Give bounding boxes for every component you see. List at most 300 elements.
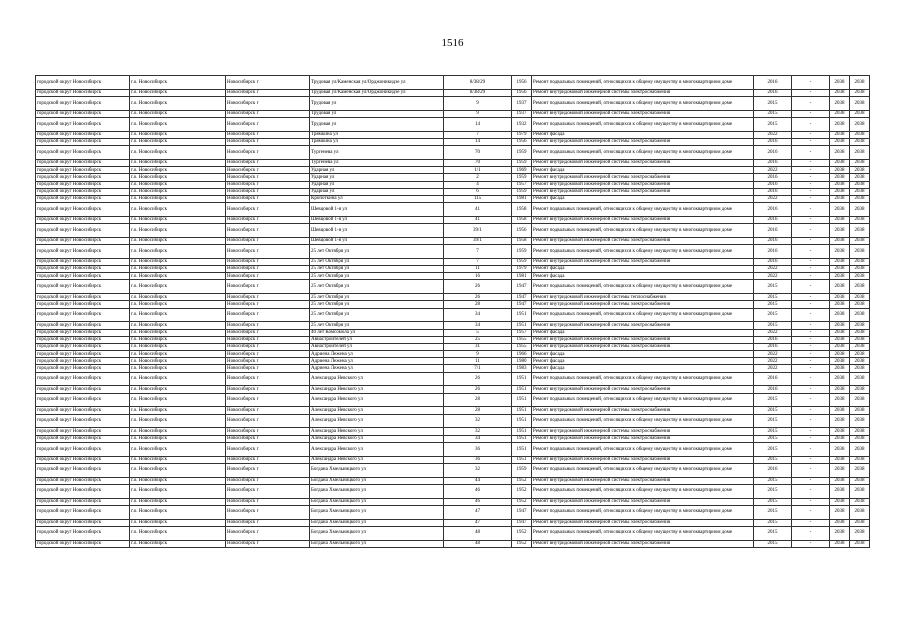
plan-year-cell: 2038 <box>830 167 850 174</box>
dash-cell: - <box>792 203 830 217</box>
table-row <box>36 386 870 393</box>
district-cell: городской округ Новосибирск <box>36 336 130 343</box>
plan-year-cell: 2038 <box>830 393 850 407</box>
street-cell: Александра Невского ул <box>310 428 444 435</box>
end-year-cell: 2038 <box>850 463 870 477</box>
dash-cell: - <box>792 484 830 498</box>
locality-type-cell: г.о. Новосибирск <box>130 442 226 456</box>
end-year-cell: 2038 <box>850 203 870 217</box>
end-year-cell: 2038 <box>850 358 870 365</box>
table-row <box>36 484 870 498</box>
district-cell: городской округ Новосибирск <box>36 540 130 547</box>
start-year-cell: 2016 <box>754 343 792 350</box>
house-number-cell: 26 <box>444 280 512 294</box>
end-year-cell: 2038 <box>850 526 870 540</box>
table-row <box>36 322 870 329</box>
work-type-cell: Ремонт подвальных помещений, относящихся к общему имуществу в многоквартирном доме <box>532 393 754 407</box>
street-cell: Кропоткина ул <box>310 195 444 202</box>
city-cell: Новосибирск г <box>226 336 310 343</box>
end-year-cell: 2038 <box>850 414 870 428</box>
plan-year-cell: 2038 <box>830 266 850 273</box>
house-number-cell: 31 <box>444 343 512 350</box>
build-year-cell: 1951 <box>512 407 532 414</box>
work-type-cell: Ремонт внутридомовой инженерной системы электроснабжения <box>532 159 754 166</box>
plan-year-cell: 2038 <box>830 414 850 428</box>
district-cell: городской округ Новосибирск <box>36 138 130 145</box>
locality-type-cell: г.о. Новосибирск <box>130 174 226 181</box>
street-cell: Ударная ул <box>310 188 444 195</box>
street-cell: Шевцовой 1-я ул <box>310 237 444 244</box>
work-type-cell: Ремонт внутридомовой инженерной системы электроснабжения <box>532 540 754 547</box>
build-year-cell: 1959 <box>512 258 532 265</box>
start-year-cell: 2015 <box>754 110 792 117</box>
house-number-cell: 7/1 <box>444 365 512 372</box>
plan-year-cell: 2038 <box>830 343 850 350</box>
start-year-cell: 2016 <box>754 336 792 343</box>
locality-type-cell: г.о. Новосибирск <box>130 258 226 265</box>
city-cell: Новосибирск г <box>226 89 310 96</box>
work-type-cell: Ремонт внутридомовой инженерной системы электроснабжения <box>532 181 754 188</box>
dash-cell: - <box>792 110 830 117</box>
plan-year-cell: 2038 <box>830 224 850 238</box>
street-cell: Авиастроителей ул <box>310 336 444 343</box>
dash-cell: - <box>792 224 830 238</box>
city-cell: Новосибирск г <box>226 188 310 195</box>
end-year-cell: 2038 <box>850 174 870 181</box>
plan-year-cell: 2038 <box>830 456 850 463</box>
city-cell: Новосибирск г <box>226 117 310 131</box>
city-cell: Новосибирск г <box>226 237 310 244</box>
district-cell: городской округ Новосибирск <box>36 117 130 131</box>
street-cell: 25 лет Октября ул <box>310 322 444 329</box>
start-year-cell: 2016 <box>754 237 792 244</box>
plan-year-cell: 2038 <box>830 540 850 547</box>
work-type-cell: Ремонт внутридомовой инженерной системы электроснабжения <box>532 343 754 350</box>
house-number-cell: 9 <box>444 351 512 358</box>
plan-year-cell: 2038 <box>830 203 850 217</box>
locality-type-cell: г.о. Новосибирск <box>130 131 226 138</box>
dash-cell: - <box>792 294 830 301</box>
plan-year-cell: 2038 <box>830 484 850 498</box>
street-cell: Адриена Лежена ул <box>310 358 444 365</box>
table-row <box>36 224 870 238</box>
table-row <box>36 294 870 301</box>
city-cell: Новосибирск г <box>226 442 310 456</box>
house-number-cell: 46 <box>444 498 512 505</box>
work-type-cell: Ремонт внутридомовой инженерной системы электроснабжения <box>532 498 754 505</box>
dash-cell: - <box>792 498 830 505</box>
district-cell: городской округ Новосибирск <box>36 294 130 301</box>
end-year-cell: 2038 <box>850 308 870 322</box>
city-cell: Новосибирск г <box>226 456 310 463</box>
dash-cell: - <box>792 131 830 138</box>
dash-cell: - <box>792 442 830 456</box>
street-cell: Богдана Хмельницкого ул <box>310 477 444 484</box>
city-cell: Новосибирск г <box>226 174 310 181</box>
district-cell: городской округ Новосибирск <box>36 322 130 329</box>
house-number-cell: 39/1 <box>444 237 512 244</box>
district-cell: городской округ Новосибирск <box>36 237 130 244</box>
house-number-cell: 48 <box>444 526 512 540</box>
start-year-cell: 2015 <box>754 477 792 484</box>
start-year-cell: 2016 <box>754 224 792 238</box>
district-cell: городской округ Новосибирск <box>36 224 130 238</box>
build-year-cell: 1937 <box>512 110 532 117</box>
city-cell: Новосибирск г <box>226 428 310 435</box>
city-cell: Новосибирск г <box>226 322 310 329</box>
start-year-cell: 2016 <box>754 386 792 393</box>
work-type-cell: Ремонт фасада <box>532 351 754 358</box>
locality-type-cell: г.о. Новосибирск <box>130 308 226 322</box>
dash-cell: - <box>792 159 830 166</box>
start-year-cell: 2015 <box>754 498 792 505</box>
city-cell: Новосибирск г <box>226 195 310 202</box>
city-cell: Новосибирск г <box>226 308 310 322</box>
end-year-cell: 2038 <box>850 301 870 308</box>
build-year-cell: 1947 <box>512 505 532 519</box>
start-year-cell: 2015 <box>754 540 792 547</box>
locality-type-cell: г.о. Новосибирск <box>130 484 226 498</box>
locality-type-cell: г.о. Новосибирск <box>130 329 226 336</box>
build-year-cell: 1957 <box>512 329 532 336</box>
work-type-cell: Ремонт фасада <box>532 358 754 365</box>
work-type-cell: Ремонт внутридомовой инженерной системы электроснабжения <box>532 428 754 435</box>
street-cell: Адриена Лежена ул <box>310 351 444 358</box>
work-type-cell: Ремонт подвальных помещений, относящихся к общему имуществу в многоквартирном доме <box>532 76 754 90</box>
start-year-cell: 2022 <box>754 273 792 280</box>
house-number-cell: 34 <box>444 308 512 322</box>
district-cell: городской округ Новосибирск <box>36 167 130 174</box>
plan-year-cell: 2038 <box>830 477 850 484</box>
table-row <box>36 351 870 358</box>
district-cell: городской округ Новосибирск <box>36 351 130 358</box>
house-number-cell: 44 <box>444 477 512 484</box>
locality-type-cell: г.о. Новосибирск <box>130 146 226 160</box>
work-type-cell: Ремонт внутридомовой инженерной системы электроснабжения <box>532 407 754 414</box>
build-year-cell: 1951 <box>512 393 532 407</box>
locality-type-cell: г.о. Новосибирск <box>130 386 226 393</box>
house-number-cell: 70 <box>444 159 512 166</box>
build-year-cell: 1951 <box>512 456 532 463</box>
house-number-cell: 14 <box>444 138 512 145</box>
work-type-cell: Ремонт внутридомовой инженерной системы электроснабжения <box>532 386 754 393</box>
start-year-cell: 2015 <box>754 414 792 428</box>
table-row <box>36 117 870 131</box>
plan-year-cell: 2038 <box>830 96 850 110</box>
district-cell: городской округ Новосибирск <box>36 245 130 259</box>
build-year-cell: 1952 <box>512 498 532 505</box>
table-row <box>36 456 870 463</box>
dash-cell: - <box>792 435 830 442</box>
district-cell: городской округ Новосибирск <box>36 89 130 96</box>
build-year-cell: 1951 <box>512 308 532 322</box>
locality-type-cell: г.о. Новосибирск <box>130 245 226 259</box>
locality-type-cell: г.о. Новосибирск <box>130 224 226 238</box>
dash-cell: - <box>792 167 830 174</box>
street-cell: Александра Невского ул <box>310 372 444 386</box>
end-year-cell: 2038 <box>850 131 870 138</box>
work-type-cell: Ремонт подвальных помещений, относящихся к общему имуществу в многоквартирном доме <box>532 96 754 110</box>
street-cell: Авиастроителей ул <box>310 343 444 350</box>
dash-cell: - <box>792 181 830 188</box>
house-number-cell: 41 <box>444 216 512 223</box>
start-year-cell: 2015 <box>754 294 792 301</box>
dash-cell: - <box>792 505 830 519</box>
city-cell: Новосибирск г <box>226 266 310 273</box>
district-cell: городской округ Новосибирск <box>36 365 130 372</box>
build-year-cell: 1979 <box>512 266 532 273</box>
district-cell: городской округ Новосибирск <box>36 76 130 90</box>
start-year-cell: 2015 <box>754 407 792 414</box>
dash-cell: - <box>792 526 830 540</box>
locality-type-cell: г.о. Новосибирск <box>130 343 226 350</box>
build-year-cell: 1981 <box>512 195 532 202</box>
dash-cell: - <box>792 266 830 273</box>
plan-year-cell: 2038 <box>830 505 850 519</box>
end-year-cell: 2038 <box>850 181 870 188</box>
house-number-cell: 4 <box>444 181 512 188</box>
plan-year-cell: 2038 <box>830 308 850 322</box>
work-type-cell: Ремонт фасада <box>532 131 754 138</box>
street-cell: Богдана Хмельницкого ул <box>310 540 444 547</box>
start-year-cell: 2022 <box>754 131 792 138</box>
district-cell: городской округ Новосибирск <box>36 463 130 477</box>
locality-type-cell: г.о. Новосибирск <box>130 273 226 280</box>
locality-type-cell: г.о. Новосибирск <box>130 358 226 365</box>
locality-type-cell: г.о. Новосибирск <box>130 216 226 223</box>
district-cell: городской округ Новосибирск <box>36 428 130 435</box>
build-year-cell: 1956 <box>512 89 532 96</box>
work-type-cell: Ремонт внутридомовой инженерной системы электроснабжения <box>532 89 754 96</box>
district-cell: городской округ Новосибирск <box>36 484 130 498</box>
plan-year-cell: 2038 <box>830 351 850 358</box>
dash-cell: - <box>792 245 830 259</box>
table-row <box>36 463 870 477</box>
end-year-cell: 2038 <box>850 280 870 294</box>
city-cell: Новосибирск г <box>226 498 310 505</box>
plan-year-cell: 2038 <box>830 216 850 223</box>
plan-year-cell: 2038 <box>830 174 850 181</box>
table-row <box>36 131 870 138</box>
table-row <box>36 477 870 484</box>
house-number-cell: 28 <box>444 301 512 308</box>
locality-type-cell: г.о. Новосибирск <box>130 365 226 372</box>
start-year-cell: 2016 <box>754 245 792 259</box>
house-number-cell: 28 <box>444 393 512 407</box>
city-cell: Новосибирск г <box>226 181 310 188</box>
dash-cell: - <box>792 301 830 308</box>
end-year-cell: 2038 <box>850 273 870 280</box>
city-cell: Новосибирск г <box>226 329 310 336</box>
locality-type-cell: г.о. Новосибирск <box>130 407 226 414</box>
locality-type-cell: г.о. Новосибирск <box>130 280 226 294</box>
start-year-cell: 2016 <box>754 146 792 160</box>
work-type-cell: Ремонт фасада <box>532 266 754 273</box>
work-type-cell: Ремонт внутридомовой инженерной системы электроснабжения <box>532 138 754 145</box>
district-cell: городской округ Новосибирск <box>36 526 130 540</box>
work-type-cell: Ремонт подвальных помещений, относящихся к общему имуществу в многоквартирном доме <box>532 414 754 428</box>
street-cell: Александра Невского ул <box>310 407 444 414</box>
locality-type-cell: г.о. Новосибирск <box>130 505 226 519</box>
table-row <box>36 203 870 217</box>
street-cell: Адриена Лежена ул <box>310 365 444 372</box>
end-year-cell: 2038 <box>850 117 870 131</box>
plan-year-cell: 2038 <box>830 159 850 166</box>
house-number-cell: 32 <box>444 463 512 477</box>
build-year-cell: 1951 <box>512 372 532 386</box>
dash-cell: - <box>792 195 830 202</box>
house-number-cell: 7 <box>444 131 512 138</box>
street-cell: Александра Невского ул <box>310 414 444 428</box>
city-cell: Новосибирск г <box>226 159 310 166</box>
table-row <box>36 428 870 435</box>
dash-cell: - <box>792 386 830 393</box>
city-cell: Новосибирск г <box>226 393 310 407</box>
dash-cell: - <box>792 372 830 386</box>
dash-cell: - <box>792 456 830 463</box>
plan-year-cell: 2038 <box>830 280 850 294</box>
house-number-cell: 34 <box>444 322 512 329</box>
district-cell: городской округ Новосибирск <box>36 280 130 294</box>
plan-year-cell: 2038 <box>830 76 850 90</box>
street-cell: Шевцовой 1-я ул <box>310 224 444 238</box>
build-year-cell: 1959 <box>512 463 532 477</box>
dash-cell: - <box>792 76 830 90</box>
district-cell: городской округ Новосибирск <box>36 188 130 195</box>
dash-cell: - <box>792 343 830 350</box>
city-cell: Новосибирск г <box>226 435 310 442</box>
street-cell: 25 лет Октября ул <box>310 308 444 322</box>
work-type-cell: Ремонт подвальных помещений, относящихся к общему имуществу в многоквартирном доме <box>532 224 754 238</box>
locality-type-cell: г.о. Новосибирск <box>130 372 226 386</box>
end-year-cell: 2038 <box>850 89 870 96</box>
city-cell: Новосибирск г <box>226 414 310 428</box>
work-type-cell: Ремонт внутридомовой инженерной системы электроснабжения <box>532 237 754 244</box>
table-row <box>36 505 870 519</box>
table-row <box>36 365 870 372</box>
start-year-cell: 2016 <box>754 188 792 195</box>
street-cell: 25 лет Октября ул <box>310 266 444 273</box>
city-cell: Новосибирск г <box>226 484 310 498</box>
end-year-cell: 2038 <box>850 188 870 195</box>
city-cell: Новосибирск г <box>226 280 310 294</box>
city-cell: Новосибирск г <box>226 294 310 301</box>
table-row <box>36 519 870 526</box>
build-year-cell: 1951 <box>512 386 532 393</box>
work-type-cell: Ремонт внутридомовой инженерной системы электроснабжения <box>532 322 754 329</box>
street-cell: 25 лет Октября ул <box>310 245 444 259</box>
build-year-cell: 1981 <box>512 273 532 280</box>
work-type-cell: Ремонт подвальных помещений, относящихся к общему имуществу в многоквартирном доме <box>532 372 754 386</box>
work-type-cell: Ремонт внутридомовой инженерной системы электроснабжения <box>532 456 754 463</box>
plan-year-cell: 2038 <box>830 428 850 435</box>
table-row <box>36 138 870 145</box>
start-year-cell: 2015 <box>754 505 792 519</box>
street-cell: Трудовая ул <box>310 117 444 131</box>
plan-year-cell: 2038 <box>830 526 850 540</box>
build-year-cell: 1959 <box>512 245 532 259</box>
work-type-cell: Ремонт внутридомовой инженерной системы электроснабжения <box>532 477 754 484</box>
table-row <box>36 266 870 273</box>
city-cell: Новосибирск г <box>226 167 310 174</box>
plan-year-cell: 2038 <box>830 237 850 244</box>
locality-type-cell: г.о. Новосибирск <box>130 322 226 329</box>
end-year-cell: 2038 <box>850 343 870 350</box>
house-number-cell: 26 <box>444 294 512 301</box>
plan-year-cell: 2038 <box>830 273 850 280</box>
start-year-cell: 2016 <box>754 203 792 217</box>
locality-type-cell: г.о. Новосибирск <box>130 428 226 435</box>
city-cell: Новосибирск г <box>226 365 310 372</box>
dash-cell: - <box>792 428 830 435</box>
table-row <box>36 245 870 259</box>
build-year-cell: 1947 <box>512 301 532 308</box>
district-cell: городской округ Новосибирск <box>36 393 130 407</box>
build-year-cell: 1937 <box>512 96 532 110</box>
city-cell: Новосибирск г <box>226 216 310 223</box>
district-cell: городской округ Новосибирск <box>36 477 130 484</box>
dash-cell: - <box>792 174 830 181</box>
build-year-cell: 1951 <box>512 442 532 456</box>
house-number-cell: 7 <box>444 245 512 259</box>
end-year-cell: 2038 <box>850 477 870 484</box>
end-year-cell: 2038 <box>850 159 870 166</box>
end-year-cell: 2038 <box>850 498 870 505</box>
build-year-cell: 1959 <box>512 174 532 181</box>
district-cell: городской округ Новосибирск <box>36 372 130 386</box>
district-cell: городской округ Новосибирск <box>36 266 130 273</box>
street-cell: 25 лет Октября ул <box>310 273 444 280</box>
start-year-cell: 2016 <box>754 463 792 477</box>
dash-cell: - <box>792 477 830 484</box>
street-cell: Александра Невского ул <box>310 435 444 442</box>
plan-year-cell: 2038 <box>830 329 850 336</box>
district-cell: городской округ Новосибирск <box>36 414 130 428</box>
city-cell: Новосибирск г <box>226 245 310 259</box>
start-year-cell: 2015 <box>754 526 792 540</box>
locality-type-cell: г.о. Новосибирск <box>130 463 226 477</box>
work-type-cell: Ремонт внутридомовой инженерной системы электроснабжения <box>532 258 754 265</box>
build-year-cell: 1952 <box>512 477 532 484</box>
house-number-cell: 8/38/29 <box>444 89 512 96</box>
city-cell: Новосибирск г <box>226 526 310 540</box>
house-number-cell: 41 <box>444 203 512 217</box>
start-year-cell: 2016 <box>754 258 792 265</box>
plan-year-cell: 2038 <box>830 245 850 259</box>
plan-year-cell: 2038 <box>830 117 850 131</box>
city-cell: Новосибирск г <box>226 203 310 217</box>
work-type-cell: Ремонт внутридомовой инженерной системы электроснабжения <box>532 435 754 442</box>
plan-year-cell: 2038 <box>830 138 850 145</box>
table-row <box>36 76 870 90</box>
end-year-cell: 2038 <box>850 435 870 442</box>
build-year-cell: 1958 <box>512 203 532 217</box>
start-year-cell: 2016 <box>754 216 792 223</box>
locality-type-cell: г.о. Новосибирск <box>130 519 226 526</box>
city-cell: Новосибирск г <box>226 146 310 160</box>
build-year-cell: 1969 <box>512 167 532 174</box>
plan-year-cell: 2038 <box>830 294 850 301</box>
street-cell: Александра Невского ул <box>310 442 444 456</box>
dash-cell: - <box>792 273 830 280</box>
street-cell: Ударная ул <box>310 181 444 188</box>
house-number-cell: 11 <box>444 358 512 365</box>
build-year-cell: 1947 <box>512 519 532 526</box>
plan-year-cell: 2038 <box>830 258 850 265</box>
plan-year-cell: 2038 <box>830 442 850 456</box>
district-cell: городской округ Новосибирск <box>36 301 130 308</box>
work-type-cell: Ремонт подвальных помещений, относящихся к общему имуществу в многоквартирном доме <box>532 245 754 259</box>
